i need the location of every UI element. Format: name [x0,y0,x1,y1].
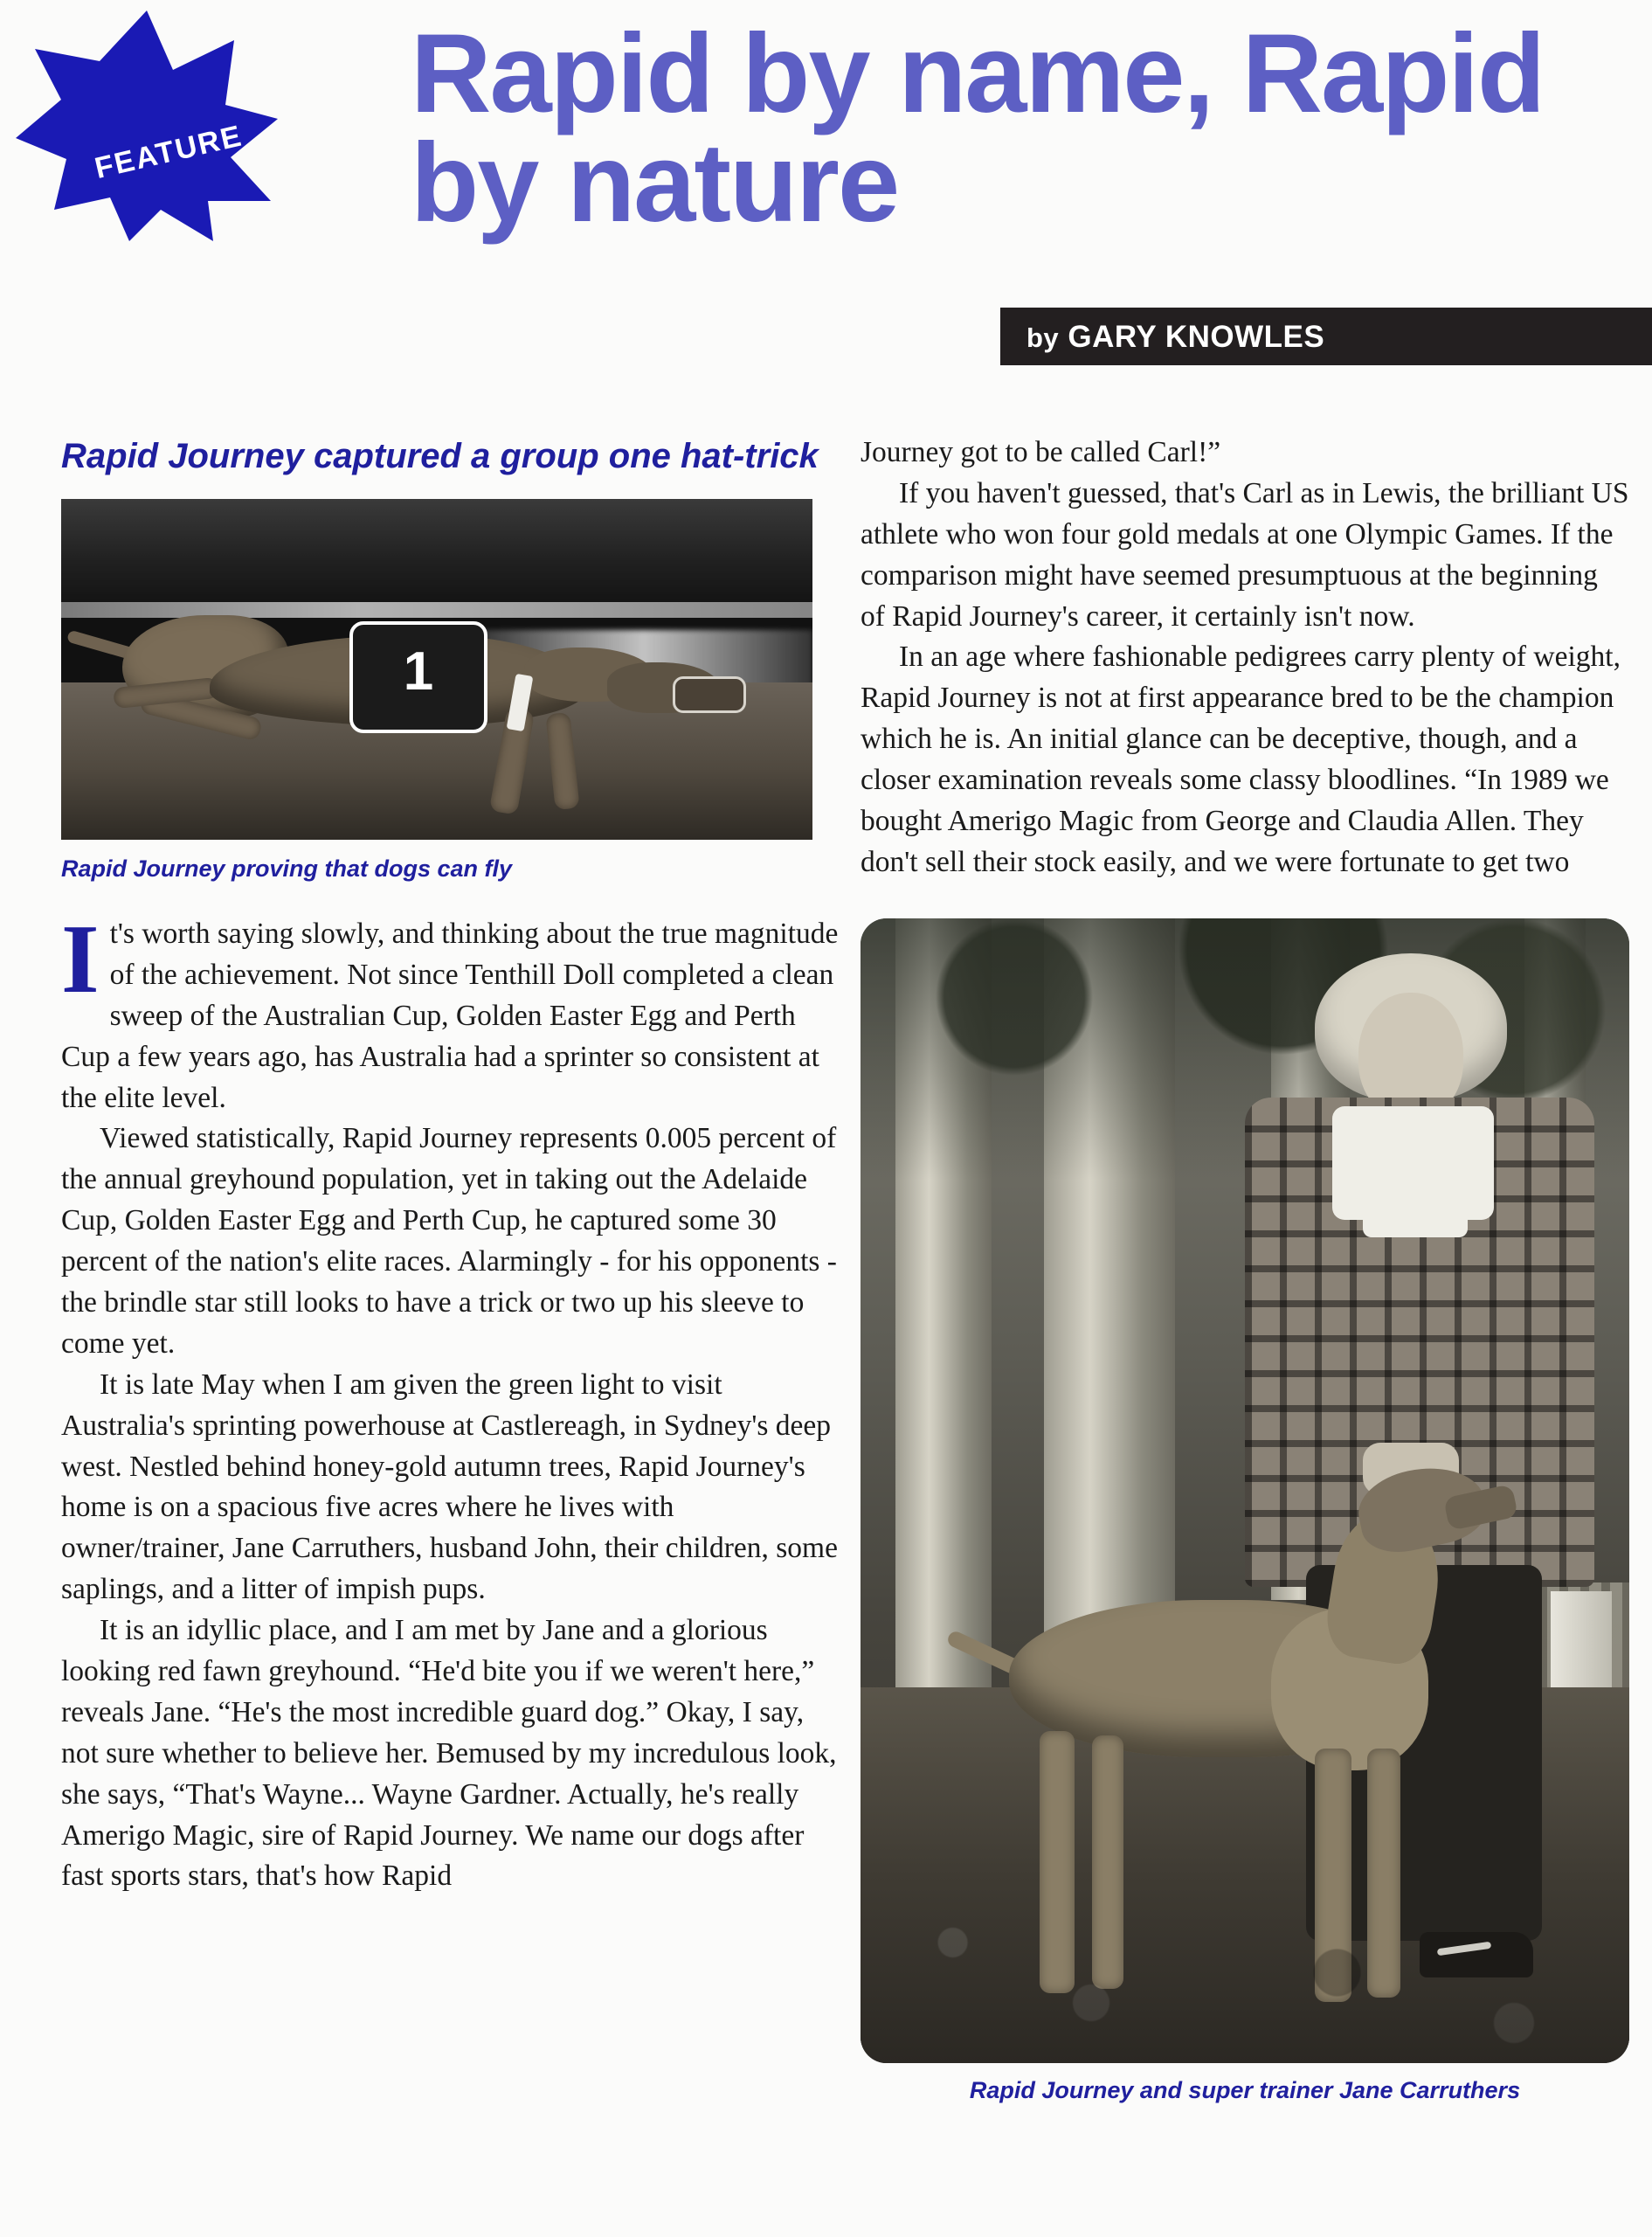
paragraph: In an age where fashionable pedigrees carry plenty of weight, Rapid Journey is not at first appearance bred to be the champion which he is. An initial glance can be deceptive, though, and a closer examination reveals some classy bloodlines. “In 1989 we bought Amerigo Magic from George and Claudia Allen. They don't sell their stock easily, and we were fortunate to get two [861,641,1621,878]
headline-line-2: by nature [411,121,899,246]
photo1-rug-number: 1 [403,641,434,702]
paragraph-text: t's worth saying slowly, and thinking about the true magnitude of the achievement. Not since Tenthill Doll completed a clean sweep of the Australian Cup, Golden Easter Egg and Perth Cup a few years ago, has Australia had a sprinter so consistent at the elite level. [61,918,839,1114]
photo1-dog-leg [545,712,579,810]
paragraph: Journey got to be called Carl!” [861,436,1221,468]
feature-badge-label: FEATURE [92,119,246,186]
photo2-caption: Rapid Journey and super trainer Jane Carruthers [969,2076,1521,2103]
standfirst: Rapid Journey captured a group one hat-trick [61,437,819,475]
byline-author: GARY KNOWLES [1068,320,1325,354]
paragraph: If you haven't guessed, that's Carl as in Lewis, the brilliant US athlete who won four gold medals at one Olympic Games. If the comparison might have seemed presumptuous at the beginning of Rapid Journey's career, it certainly isn't now. [861,476,1629,633]
headline-line-1: Rapid by name, Rapid [411,11,1545,136]
left-column-body [61,905,839,1897]
photo-racing-greyhound [61,499,812,840]
paragraph: Viewed statistically, Rapid Journey represents 0.005 percent of the annual greyhound population, yet in taking out the Adelaide Cup, Golden Easter Egg and Perth Cup, he captured some 30 percent of the nation's elite races. Alarmingly - for his opponents - the brindle star still looks to have a trick or two up his sleeve to come yet. [61,1122,837,1360]
byline-prefix: by [1026,322,1060,353]
right-column-body [861,433,1629,883]
page-title [411,11,1652,246]
byline [1026,320,1324,355]
paragraph [61,905,839,1118]
left-column [61,433,839,1897]
photo2-trainer-shirt-front [1363,1106,1468,1237]
photo1-race-rug [349,621,487,733]
article-header [0,0,1652,411]
photo1-caption: Rapid Journey proving that dogs can fly [61,855,513,882]
drop-cap: I [61,905,100,1014]
photo1-background [61,499,812,604]
photo-trainer-and-greyhound [861,918,1629,2063]
photo2-leaf-litter [861,1862,1629,2063]
paragraph: It is late May when I am given the green light to visit Australia's sprinting powerhouse at Castlereagh, in Sydney's deep west. Nestled behind honey-gold autumn trees, Rapid Journey's home is on a spacious five acres where he lives with owner/trainer, Jane Carruthers, husband John, their children, some saplings, and a litter of impish pups. [61,1368,838,1606]
photo1-dog-muzzle [673,676,746,713]
paragraph: It is an idyllic place, and I am met by Jane and a glorious looking red fawn greyhound. “He'd bite you if we weren't here,” reveals Jane. “He's the most incredible guard dog.” Okay, I say, not sure whether to believe her. Bemused by my incredulous look, she says, “That's Wayne... Wayne Gardner. Actually, he's really Amerigo Magic, sire of Rapid Journey. We name our dogs after fast sports stars, that's how Rapid [61,1614,837,1893]
right-column [861,433,1629,2128]
photo1-greyhound [114,599,716,800]
